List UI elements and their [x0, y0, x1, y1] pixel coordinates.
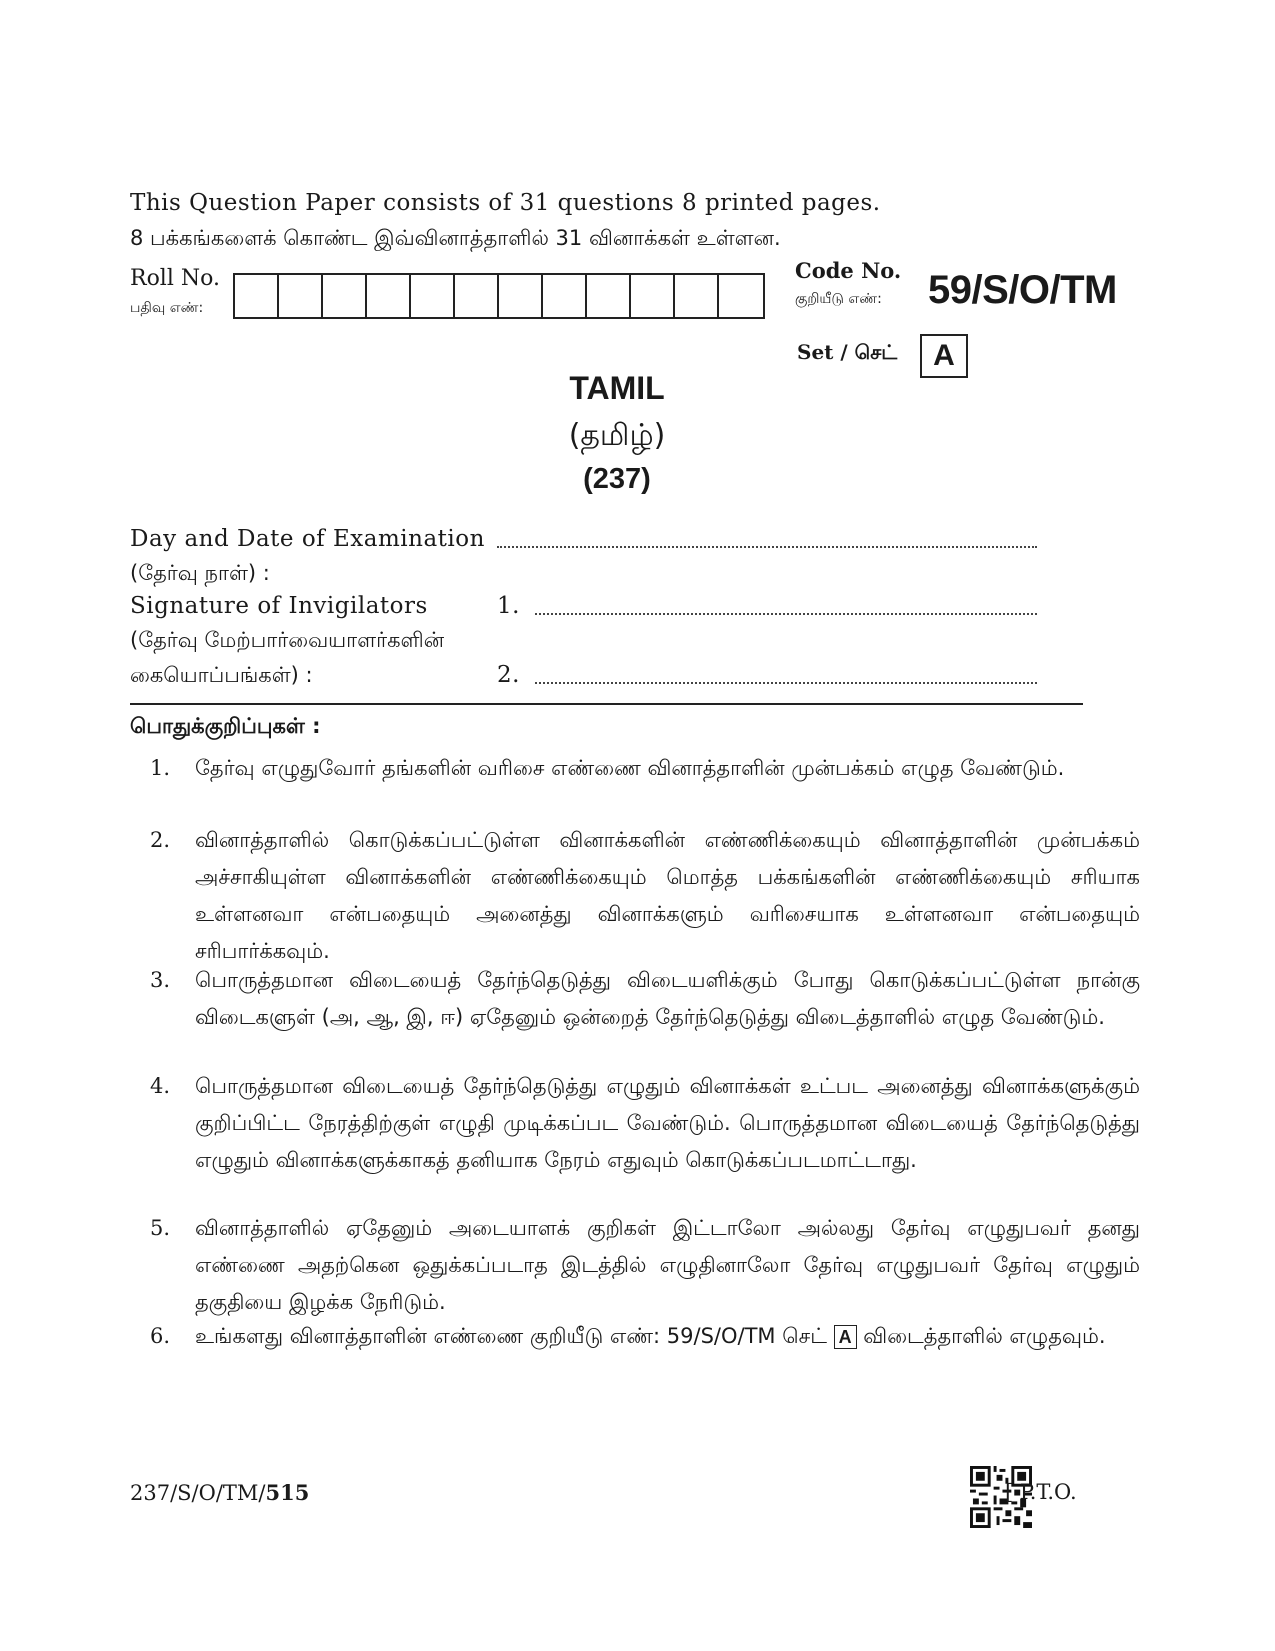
- instruction-6-pre: உங்களது வினாத்தாளின் எண்ணை குறியீடு எண்: 59/S/O/TM செட்: [195, 1324, 827, 1348]
- instruction-item: [150, 1210, 1140, 1321]
- header-english-line: This Question Paper consists of 31 questions 8 printed pages.: [130, 190, 881, 216]
- instruction-item: [150, 962, 1140, 1036]
- instruction-text: வினாத்தாளில் கொடுக்கப்பட்டுள்ள வினாக்களின் எண்ணிக்கையும் வினாத்தாளின் முன்பக்கம் அச்சாகியுள்ள வினாக்களின் எண்ணிக்கையும் மொத்த பக்கங்களின் எண்ணிக்கையும் சரியாக உள்ளனவா என்பதையும் அனைத்து வினாக்களும் வரிசையாக உள்ளனவா என்பதையும் சரிபார்க்கவும்.: [195, 828, 1140, 963]
- subject-code: (237): [583, 463, 651, 495]
- invigilator-sign-1-field[interactable]: [535, 613, 1037, 615]
- set-label-text: Set / செட்: [797, 340, 898, 364]
- roll-label-en: Roll No.: [130, 266, 220, 291]
- instruction-item: [150, 750, 1140, 787]
- invigilator-sign-2-field[interactable]: [535, 682, 1037, 684]
- subject-title-ta: (தமிழ்): [568, 418, 666, 453]
- instruction-number: 3.: [150, 968, 171, 992]
- instruction-text: வினாத்தாளில் ஏதேனும் அடையாளக் குறிகள் இட்டாலோ அல்லது தேர்வு எழுதுபவர் தனது எண்ணை அதற்கென ஒதுக்கப்படாத இடத்தில் எழுதினாலோ தேர்வு எழுதுபவர் தேர்வு எழுதும் தகுதியை இழக்க நேரிடும்.: [195, 1216, 1140, 1314]
- instructions-heading: பொதுக்குறிப்புகள் :: [130, 714, 321, 738]
- code-label-ta: குறியீடு எண்:: [795, 291, 882, 307]
- sign1-number: 1.: [497, 593, 520, 619]
- roll-number-box[interactable]: [543, 275, 587, 317]
- instruction-number: 5.: [150, 1216, 171, 1240]
- invigilator-sign-label-ta2: கையொப்பங்கள்) :: [130, 663, 313, 687]
- instruction-number: 2.: [150, 828, 171, 852]
- instruction-item: [150, 822, 1140, 970]
- footer-paper-code: [130, 1480, 309, 1505]
- instruction-text: தேர்வு எழுதுவோர் தங்களின் வரிசை எண்ணை வினாத்தாளின் முன்பக்கம் எழுத வேண்டும்.: [195, 756, 1065, 780]
- instruction-text: பொருத்தமான விடையைத் தேர்ந்தெடுத்து எழுதும் வினாக்கள் உட்பட அனைத்து வினாக்களுக்கும் குறிப்பிட்ட நேரத்திற்குள் எழுதி முடிக்கப்பட வேண்டும். பொருத்தமான விடையைத் தேர்ந்தெடுத்து எழுதும் வினாக்களுக்காகத் தனியாக நேரம் எதுவும் கொடுக்கப்படமாட்டாது.: [195, 1074, 1140, 1172]
- exam-date-label: Day and Date of Examination: [130, 526, 485, 552]
- instruction-number: 6.: [150, 1324, 171, 1348]
- pto-label: [ P.T.O.: [1005, 1480, 1077, 1504]
- code-label-en: Code No.: [795, 258, 902, 283]
- roll-number-box[interactable]: [367, 275, 411, 317]
- header-tamil-line: 8 பக்கங்களைக் கொண்ட இவ்வினாத்தாளில் 31 வினாக்கள் உள்ளன.: [130, 226, 781, 250]
- subject-title-en: TAMIL: [569, 370, 665, 406]
- set-label: [797, 340, 897, 367]
- code-number: 59/S/O/TM: [928, 268, 1117, 312]
- roll-number-box[interactable]: [675, 275, 719, 317]
- exam-date-label-ta: (தேர்வு நாள்) :: [130, 561, 270, 585]
- roll-number-box[interactable]: [279, 275, 323, 317]
- roll-number-box[interactable]: [323, 275, 367, 317]
- roll-number-box[interactable]: [587, 275, 631, 317]
- instruction-item: [150, 1068, 1140, 1179]
- exam-date-field[interactable]: [497, 546, 1037, 548]
- instruction-number: 1.: [150, 756, 171, 780]
- roll-label-ta: பதிவு எண்:: [130, 300, 204, 316]
- invigilator-sign-label-ta1: (தேர்வு மேற்பார்வையாளர்களின்: [130, 628, 445, 652]
- sign2-number: 2.: [497, 662, 520, 688]
- instruction-item: [150, 1318, 1140, 1355]
- footer-code-prefix: 237/S/O/TM/: [130, 1481, 266, 1505]
- divider-rule: [130, 703, 1083, 705]
- instruction-text: பொருத்தமான விடையைத் தேர்ந்தெடுத்து விடையளிக்கும் போது கொடுக்கப்பட்டுள்ள நான்கு விடைகளுள் (அ, ஆ, இ, ஈ) ஏதேனும் ஒன்றைத் தேர்ந்தெடுத்து விடைத்தாளில் எழுத வேண்டும்.: [195, 968, 1140, 1029]
- footer-code-bold: 515: [265, 1480, 310, 1505]
- instruction-6-post: விடைத்தாளில் எழுதவும்.: [863, 1324, 1106, 1348]
- instruction-number: 4.: [150, 1074, 171, 1098]
- invigilator-sign-label: Signature of Invigilators: [130, 593, 428, 619]
- roll-number-box[interactable]: [235, 275, 279, 317]
- roll-number-box[interactable]: [719, 275, 763, 317]
- roll-number-boxes[interactable]: [233, 273, 765, 319]
- set-value-box: A: [920, 334, 968, 378]
- roll-number-box[interactable]: [631, 275, 675, 317]
- roll-number-box[interactable]: [411, 275, 455, 317]
- instruction-text: [195, 1318, 1140, 1355]
- roll-number-box[interactable]: [499, 275, 543, 317]
- roll-number-box[interactable]: [455, 275, 499, 317]
- instruction-6-set-box: A: [834, 1325, 857, 1349]
